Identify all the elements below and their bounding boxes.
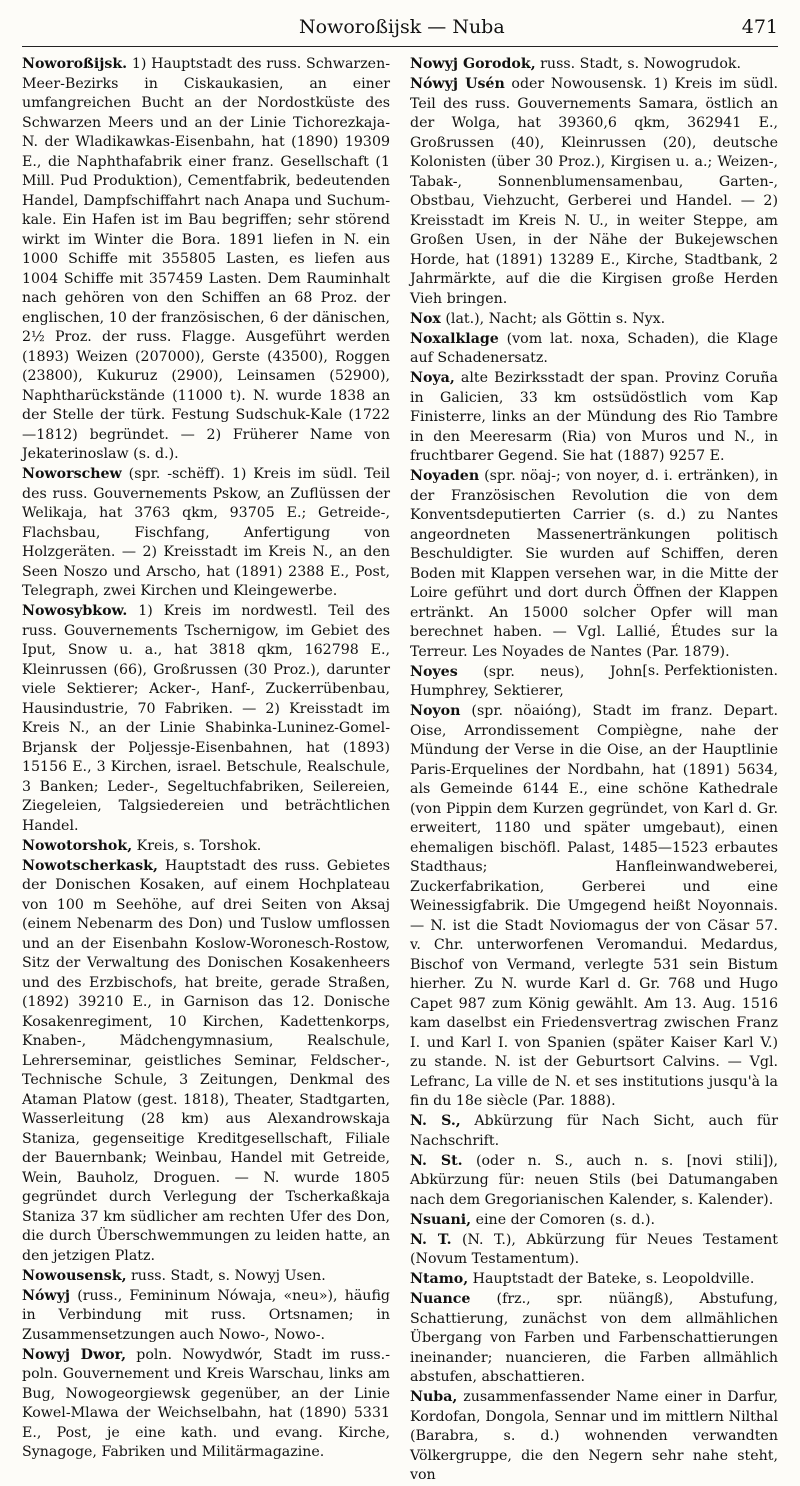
entry-nowotorshok xyxy=(22,837,390,857)
entry-noxalklage xyxy=(410,330,778,369)
entry-noworschew xyxy=(22,465,390,602)
running-head: Noworoßijsk — Nuba xyxy=(299,16,505,38)
entry-text: (lat.), Nacht; als Göttin s. Nyx. xyxy=(440,310,666,327)
entry-text: russ. Stadt, s. Nowogrudok. xyxy=(535,56,742,72)
entry-text: (oder n. S., auch n. s. [novi stili]), Abkürzung für: neuen Stils (bei Datumangaben nach dem Gregorianischen Kalender, s. Kalender). xyxy=(410,1152,778,1208)
entry-nowyj-gorodok xyxy=(410,55,778,75)
entry-noworossijsk xyxy=(22,55,390,465)
entry-headword: Nsuani, xyxy=(410,1211,472,1228)
entry-nowyj-dwor xyxy=(22,1346,390,1463)
entry-noya xyxy=(410,369,778,467)
entry-headword: Ntamo, xyxy=(410,1271,469,1287)
entry-text: (spr. nöaj-; von noyer, d. i. ertränken), in der Französischen Revolution die von dem Konventsdeputierten Carrier (s. d.) zu Nantes angeordneten Massenertränkungen politisch Beschuldigter. Sie wurden auf Schiffen, deren Boden mit Klappen versehen war, in die Mitte der Loire geführt und dort durch Öffnen der Klappen ertränkt. An 15000 solcher Opfer will man berechnet haben. — Vgl. Lallié, Études sur la Terreur. Les Noyades de Nantes (Par. 1879). xyxy=(410,468,778,660)
entry-headword: Noyes xyxy=(410,663,458,680)
entry-text: oder Nowousensk. 1) Kreis im südl. Teil des russ. Gouvernements Samara, östlich an der Wolga, hat 39360,6 qkm, 362941 E., Großrussen (40), Kleinrussen (20), deutsche Kolonisten (über 30 Proz.), Kirgisen u. a.; Weizen-, Tabak-, Sonnenblumensamenbau, Garten-, Obstbau, Viehzucht, Gerberei und Handel. — 2) Kreisstadt im Kreis N. U., in weiter Steppe, am Großen Usen, in der Nähe der Bukejewschen Horde, hat (1891) 13289 E., Kirche, Stadtbank, 2 Jahrmärkte, auf die die Kirgisen große Herden Vieh bringen. xyxy=(410,76,778,307)
entry-headword: Nuba, xyxy=(410,1389,458,1405)
entry-headword: Nowousensk, xyxy=(22,1267,127,1284)
entry-text: 1) Kreis im nordwestl. Teil des russ. Gouvernements Tschernigow, im Gebiet des Iput, Snow u. a., hat 3818 qkm, 162798 E., Kleinrussen (66), Großrussen (30 Proz.), darunter viele Sektierer; Acker-, Hanf-, Zuckerrübenbau, Hausindustrie, 70 Fabriken. — 2) Kreisstadt im Kreis N., an der Linie Shabinka-Luninez-Gomel-Brjansk der Poljessje-Eisenbahnen, hat (1893) 15156 E., 3 Kirchen, israel. Betschule, Realschule, 3 Banken; Leder-, Segeltuchfabriken, Seilereien, Ziegeleien, Talgsiedereien und beträchtlichen Handel. xyxy=(22,603,390,834)
entry-cross-reference: [s. Perfektionisten. xyxy=(642,663,778,679)
entry-text: (russ., Femininum Nówaja, «neu»), häufig in Verbindung mit russ. Ortsnamen; in Zusammensetzungen auch Nowo-, Nowo-. xyxy=(22,1287,390,1343)
entry-nowosybkow xyxy=(22,602,390,836)
entry-nox xyxy=(410,310,778,330)
entry-headword: Nowotorshok, xyxy=(22,837,133,854)
entry-headword: N. St. xyxy=(410,1152,463,1169)
entry-headword: Nuance xyxy=(410,1291,471,1307)
entry-text: 1) Hauptstadt des russ. Schwarzen-Meer-Bezirks in Ciskaukasien, an einer umfangreichen Bucht an der Nordostküste des Schwarzen Meers und an der Linie Tichorezkaja-N. der Wladikawkas-Eisenbahn, hat (1890) 19309 E., die Naphthafabrik einer franz. Gesellschaft (1 Mill. Pud Produktion), Cementfabrik, bedeutenden Handel, Dampfschiffahrt nach Anapa und Suchum-kale. Ein Hafen ist im Bau begriffen; sehr störend wirkt im Winter die Bora. 1891 liefen in N. ein 1000 Schiffe mit 355805 Lasten, es liefen aus 1004 Schiffe mit 357459 Lasten. Dem Rauminhalt nach gehören von den Schiffen an 68 Proz. der englischen, 10 der französischen, 6 der dänischen, 2½ Proz. der russ. Flagge. Ausgeführt werden (1893) Weizen (207000), Gerste (43500), Roggen (23800), Kukuruz (2900), Leinsamen (52900), Naphtharückstände (11000 t). N. wurde 1838 an der Stelle der türk. Festung Sudschuk-Kale (1722—1812) begründet. — 2) Früherer Name von Jekaterinoslaw (s. d.). xyxy=(22,56,390,462)
entry-headword: Nox xyxy=(410,310,441,327)
entry-ntamo xyxy=(410,1270,778,1290)
entry-text: Hauptstadt der Bateke, s. Leopoldville. xyxy=(468,1271,755,1287)
two-column-body xyxy=(22,55,778,1486)
entry-n-st xyxy=(410,1152,778,1211)
entry-headword: Nowosybkow. xyxy=(22,603,128,619)
entry-headword: N. S., xyxy=(410,1113,461,1129)
entry-text: russ. Stadt, s. Nowyj Usen. xyxy=(126,1267,326,1284)
entry-text: Kreis, s. Torshok. xyxy=(132,837,262,854)
entry-text: Hauptstadt des russ. Gebietes der Donischen Kosaken, auf einem Hochplateau von 100 m Seehöhe, auf drei Seiten von Aksaj (einem Nebenarm des Don) und Tuslow umflossen und an der Eisenbahn Koslow-Woronesch-Rostow, Sitz der Verwaltung des Donischen Kosakenheers und des Erzbischofs, hat breite, gerade Straßen, (1892) 39210 E., in Garnison das 12. Donische Kosakenregiment, 10 Kirchen, Kadettenkorps, Knaben-, Mädchengymnasium, Realschule, Lehrerseminar, geistliches Seminar, Feldscher-, Technische Schule, 3 Zeitungen, Denkmal des Ataman Platow (gest. 1818), Theater, Stadtgarten, Wasserleitung (28 km) aus Alexandrowskaja Staniza, gegenseitige Kreditgesellschaft, Filiale der Bauernbank; Weinbau, Handel mit Getreide, Wein, Bauholz, Droguen. — N. wurde 1805 gegründet durch Verlegung der Tscherkaßkaja Staniza 37 km südlicher am rechten Ufer des Don, die durch Überschwemmungen zu leiden hatte, an den jetzigen Platz. xyxy=(22,857,390,1264)
right-column xyxy=(410,55,778,1486)
entry-text: poln. Nowydwór, Stadt im russ.-poln. Gouvernement und Kreis Warschau, links am Bug, Nowogeorgiewsk gegenüber, an der Linie Kowel-Mlawa der Weichselbahn, hat (1890) 5331 E., Post, je eine kath. und evang. Kirche, Synagoge, Fabriken und Militärmagazine. xyxy=(22,1346,390,1460)
entry-headword: Noxalklage xyxy=(410,330,499,347)
entry-nowotscherkask xyxy=(22,857,390,1267)
entry-headword: Noya, xyxy=(410,370,455,386)
entry-text: Abkürzung für Nach Sicht, auch für Nachschrift. xyxy=(410,1113,778,1149)
entry-headword: Nówyj xyxy=(22,1287,71,1304)
entry-nowyj xyxy=(22,1287,390,1346)
entry-nsuani xyxy=(410,1211,778,1231)
entry-text: (vom lat. noxa, Schaden), die Klage auf Schadenersatz. xyxy=(410,330,778,366)
entry-text: (spr. neus), John Humphrey, Sektierer, xyxy=(410,663,643,699)
page-header xyxy=(22,16,778,47)
entry-headword: N. T. xyxy=(410,1231,452,1248)
entry-nowousensk xyxy=(22,1267,390,1287)
entry-n-s xyxy=(410,1112,778,1151)
entry-text: alte Bezirksstadt der span. Provinz Coruña in Galicien, 33 km ostsüdöstlich vom Kap Finisterre, links an der Mündung des Rio Tambre in den Meeresarm (Ria) von Muros und N., in fruchtbarer Gegend. Sie hat (1887) 9257 E. xyxy=(410,370,778,464)
entry-headword: Nówyj Usén xyxy=(410,76,505,92)
entry-text: (spr. nöaióng), Stadt im franz. Depart. Oise, Arrondissement Compiègne, nahe der Mündung der Verse in die Oise, an der Hauptlinie Paris-Erquelines der Nordbahn, hat (1891) 5634, als Gemeinde 6144 E., eine schöne Kathedrale (von Pippin dem Kurzen gegründet, von Karl d. Gr. erweitert, 1180 und später umgebaut), einen ehemaligen bischöfl. Palast, 1485—1523 erbautes Stadthaus; Hanfleinwandweberei, Zuckerfabrikation, Gerberei und eine Weinessigfabrik. Die Umgegend heißt Noyonnais. — N. ist die Stadt Noviomagus der von Cäsar 57. v. Chr. unterworfenen Veromandui. Medardus, Bischof von Vermand, verlegte 531 sein Bistum hierher. Zu N. wurde Karl d. Gr. 768 und Hugo Capet 987 zum König gewählt. Am 13. Aug. 1516 kam daselbst ein Friedensvertrag zwischen Franz I. und Karl I. von Spanien (später Kaiser Karl V.) zu stande. N. ist der Geburtsort Calvins. — Vgl. Lefranc, La ville de N. et ses institutions jusqu'à la fin du 18e siècle (Par. 1888). xyxy=(410,703,778,1109)
entry-noyon xyxy=(410,702,778,1112)
entry-headword: Noworschew xyxy=(22,466,122,482)
entry-n-t xyxy=(410,1231,778,1270)
entry-text: eine der Comoren (s. d.). xyxy=(471,1211,656,1228)
entry-headword: Nowyj Gorodok, xyxy=(410,56,536,72)
entry-headword: Nowyj Dwor, xyxy=(22,1346,127,1363)
entry-text: zusammenfassender Name einer in Darfur, Kordofan, Dongola, Sennar und im mittlern Nilthal (Barabra, s. d.) wohnenden verwandten Völkergruppe, die den Negern sehr nahe steht, von xyxy=(410,1389,778,1483)
entry-text: (spr. -schëff). 1) Kreis im südl. Teil des russ. Gouvernements Pskow, an Zuflüssen der Welikaja, hat 3763 qkm, 93705 E.; Getreide-, Flachsbau, Fischfang, Anfertigung von Holzgeräten. — 2) Kreisstadt im Kreis N., an den Seen Noszo und Arscho, hat (1891) 2388 E., Post, Telegraph, zwei Kirchen und Kleingewerbe. xyxy=(22,466,390,599)
entry-headword: Nowotscherkask, xyxy=(22,857,158,874)
entry-headword: Noworoßijsk. xyxy=(22,56,128,72)
entry-nuba xyxy=(410,1388,778,1486)
left-column xyxy=(22,55,390,1486)
entry-text: (frz., spr. nüängß), Abstufung, Schattierung, zunächst von dem allmählichen Übergang von Farben und Farbenschattierungen ineinander; nuancieren, die Farben allmählich abstufen, abschattieren. xyxy=(410,1291,778,1385)
entry-headword: Noyaden xyxy=(410,468,480,484)
entry-nowyj-usen xyxy=(410,75,778,309)
entry-text: (N. T.), Abkürzung für Neues Testament (Novum Testamentum). xyxy=(410,1231,778,1267)
entry-headword: Noyon xyxy=(410,703,461,719)
page-number: 471 xyxy=(741,16,778,38)
